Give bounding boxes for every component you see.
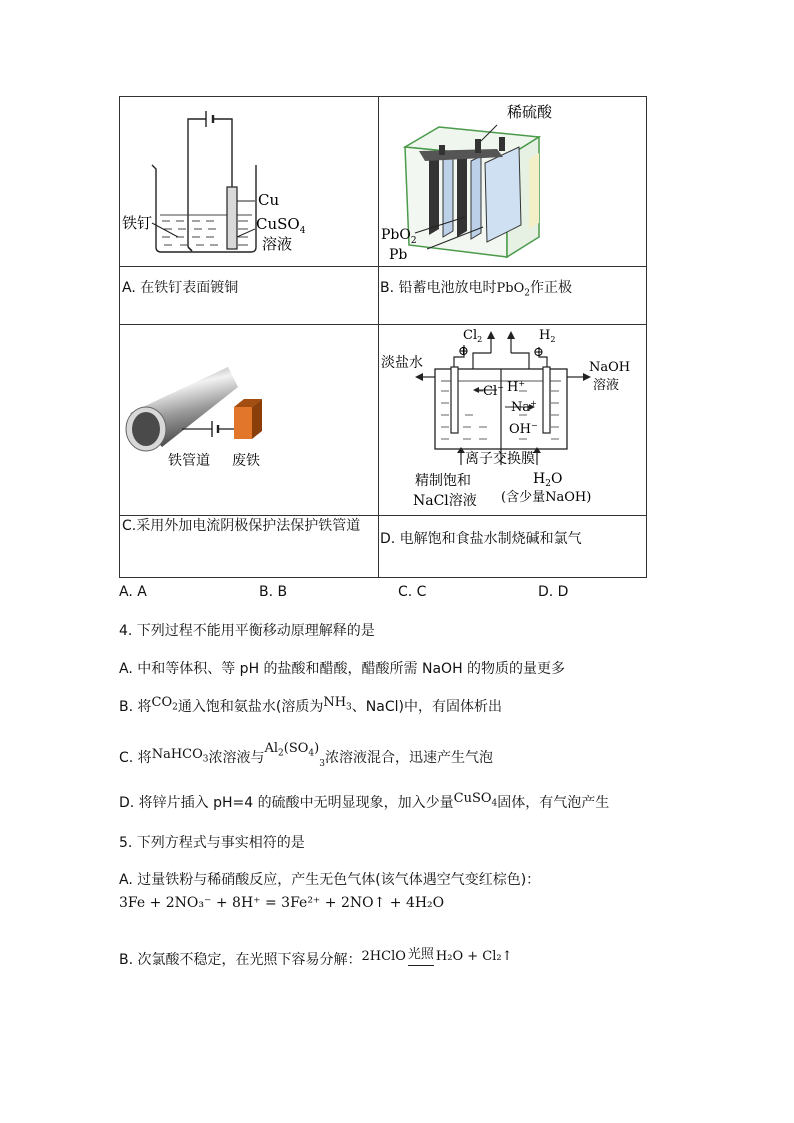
pbo2-subscript: 2 bbox=[410, 236, 417, 246]
lead-acid-battery-diagram bbox=[379, 97, 647, 266]
sodium-ion-label: Na bbox=[511, 400, 531, 415]
chloride-ion-label: Cl bbox=[483, 384, 498, 399]
pb-label: Pb bbox=[389, 247, 408, 263]
saturated-brine-label-2: NaCl溶液 bbox=[413, 493, 477, 509]
q4b-formula-co2: CO bbox=[151, 695, 173, 710]
svg-text:H+: H+ bbox=[507, 379, 526, 395]
solution-label: 溶液 bbox=[262, 235, 293, 253]
caption-b-formula: PbO bbox=[496, 281, 525, 296]
cuso4-subscript: 4 bbox=[299, 226, 306, 236]
option-c[interactable]: C. C bbox=[398, 584, 427, 600]
q4c-formula-nahco3: NaHCO bbox=[151, 747, 203, 762]
q5b-eq-condition: 光照 bbox=[408, 945, 434, 966]
table-row-divider bbox=[120, 266, 646, 267]
q5b-eq-right: H₂O + Cl₂↑ bbox=[435, 949, 513, 964]
q4c-formula-nahco3-sub: 3 bbox=[202, 754, 209, 765]
option-a[interactable]: A. A bbox=[119, 584, 147, 600]
hydroxide-ion-label: OH bbox=[509, 422, 531, 437]
water-subscript: 2 bbox=[545, 479, 551, 489]
svg-text:H2O bbox=[533, 471, 562, 489]
q5b-text: B. 次氯酸不稳定，在光照下容易分解： bbox=[119, 952, 362, 968]
svg-text:Na+: Na+ bbox=[511, 399, 537, 415]
iron-nail-label: 铁钉 bbox=[122, 214, 153, 232]
q4b-text-mid: 通入饱和氨盐水(溶质为 bbox=[177, 699, 324, 715]
q4d-text-end: 固体，有气泡产生 bbox=[497, 795, 610, 811]
water-label-o: O bbox=[550, 471, 563, 487]
question-4-option-b[interactable] bbox=[119, 697, 502, 723]
caption-b-text-end: 作正极 bbox=[529, 280, 572, 296]
q4d-text: D. 将锌片插入 pH=4 的硫酸中无明显现象，加入少量 bbox=[119, 795, 454, 811]
dilute-brine-label: 淡盐水 bbox=[381, 355, 423, 371]
h2-subscript: 2 bbox=[550, 335, 556, 344]
hydrogen-ion-label: H bbox=[507, 380, 519, 395]
naoh-label: NaOH bbox=[589, 360, 631, 375]
svg-text:CuSO4 bbox=[256, 215, 306, 236]
cathode-minus-icon: ⊖ bbox=[533, 345, 544, 360]
question-4-option-a[interactable]: A. 中和等体积、等 pH 的盐酸和醋酸，醋酸所需 NaOH 的物质的量更多 bbox=[119, 661, 566, 677]
q4c-formula-close: ) bbox=[314, 741, 320, 756]
q4c-formula-so4-sub: 4 bbox=[308, 748, 315, 759]
water-label: H bbox=[533, 471, 546, 487]
iron-pipe-label: 铁管道 bbox=[168, 453, 210, 469]
caption-c: C.采用外加电流阴极保护法保护铁管道 bbox=[122, 518, 361, 534]
table-row-divider bbox=[120, 515, 646, 516]
q4c-text-end: 浓溶液混合，迅速产生气泡 bbox=[324, 750, 493, 766]
cl2-label: Cl bbox=[463, 328, 478, 343]
q4c-text: C. 将 bbox=[119, 750, 152, 766]
q4c-formula-al-sub: 2 bbox=[278, 748, 284, 759]
caption-d: D. 电解饱和食盐水制烧碱和氯气 bbox=[380, 531, 582, 547]
q4b-formula-co2-sub: 2 bbox=[172, 702, 178, 713]
figure-table bbox=[119, 96, 647, 578]
q5b-eq-left: 2HClO bbox=[361, 949, 406, 964]
question-5-option-a-equation: 3Fe + 2NO₃⁻ + 8H⁺ = 3Fe²⁺ + 2NO↑ + 4H₂O bbox=[119, 895, 445, 911]
question-5-stem: 5. 下列方程式与事实相符的是 bbox=[119, 835, 305, 851]
question-4-option-d[interactable] bbox=[119, 793, 609, 819]
caption-b-text: B. 铅蓄电池放电时 bbox=[380, 280, 497, 296]
svg-text:H2 bbox=[539, 328, 555, 344]
cathodic-protection-diagram bbox=[120, 325, 378, 515]
q4b-formula-nh3: NH bbox=[323, 695, 347, 710]
option-d[interactable]: D. D bbox=[538, 584, 569, 600]
q4c-formula-al: Al bbox=[264, 741, 279, 756]
cu-label: Cu bbox=[258, 191, 280, 209]
chlor-alkali-cell-diagram bbox=[379, 325, 647, 515]
svg-text:OH−: OH− bbox=[509, 421, 538, 437]
option-b[interactable]: B. B bbox=[259, 584, 288, 600]
q4b-text: B. 将 bbox=[119, 699, 152, 715]
q4c-formula-so4: (SO bbox=[283, 741, 309, 756]
h2-label: H bbox=[539, 328, 551, 343]
naoh-solution-label: 溶液 bbox=[593, 378, 620, 393]
q4d-formula-cuso4: CuSO bbox=[453, 791, 492, 806]
question-5-option-b[interactable] bbox=[119, 947, 513, 972]
svg-text:Cl2 bbox=[463, 328, 482, 344]
small-naoh-note: (含少量NaOH) bbox=[501, 490, 592, 505]
q4c-formula-close-sub: 3 bbox=[319, 758, 325, 769]
electroplating-diagram bbox=[120, 97, 378, 266]
q4c-text-mid: 浓溶液与 bbox=[208, 750, 265, 766]
question-4-option-c[interactable] bbox=[119, 741, 493, 774]
pbo2-label: PbO bbox=[381, 227, 411, 243]
svg-text:Cl−: Cl− bbox=[483, 383, 504, 399]
q4d-formula-cuso4-sub: 4 bbox=[491, 798, 498, 809]
question-5-option-a[interactable]: A. 过量铁粉与稀硝酸反应，产生无色气体(该气体遇空气变红棕色)： bbox=[119, 872, 541, 888]
caption-a: A. 在铁钉表面镀铜 bbox=[122, 280, 239, 296]
saturated-brine-label-1: 精制饱和 bbox=[415, 473, 471, 489]
anode-plus-icon: ⊕ bbox=[458, 344, 469, 359]
ion-exchange-membrane-label: 离子交换膜 bbox=[465, 451, 535, 467]
cuso4-label: CuSO bbox=[256, 215, 300, 233]
scrap-iron-label: 废铁 bbox=[232, 453, 260, 469]
q4b-formula-nh3-sub: 3 bbox=[346, 702, 352, 713]
cl2-subscript: 2 bbox=[477, 335, 483, 344]
caption-b bbox=[380, 279, 572, 304]
dilute-sulfuric-acid-label: 稀硫酸 bbox=[507, 103, 553, 121]
q4b-text-end: 、NaCl)中，有固体析出 bbox=[351, 699, 502, 715]
caption-b-formula-sub: 2 bbox=[524, 288, 530, 299]
question-4-stem: 4. 下列过程不能用平衡移动原理解释的是 bbox=[119, 623, 375, 639]
